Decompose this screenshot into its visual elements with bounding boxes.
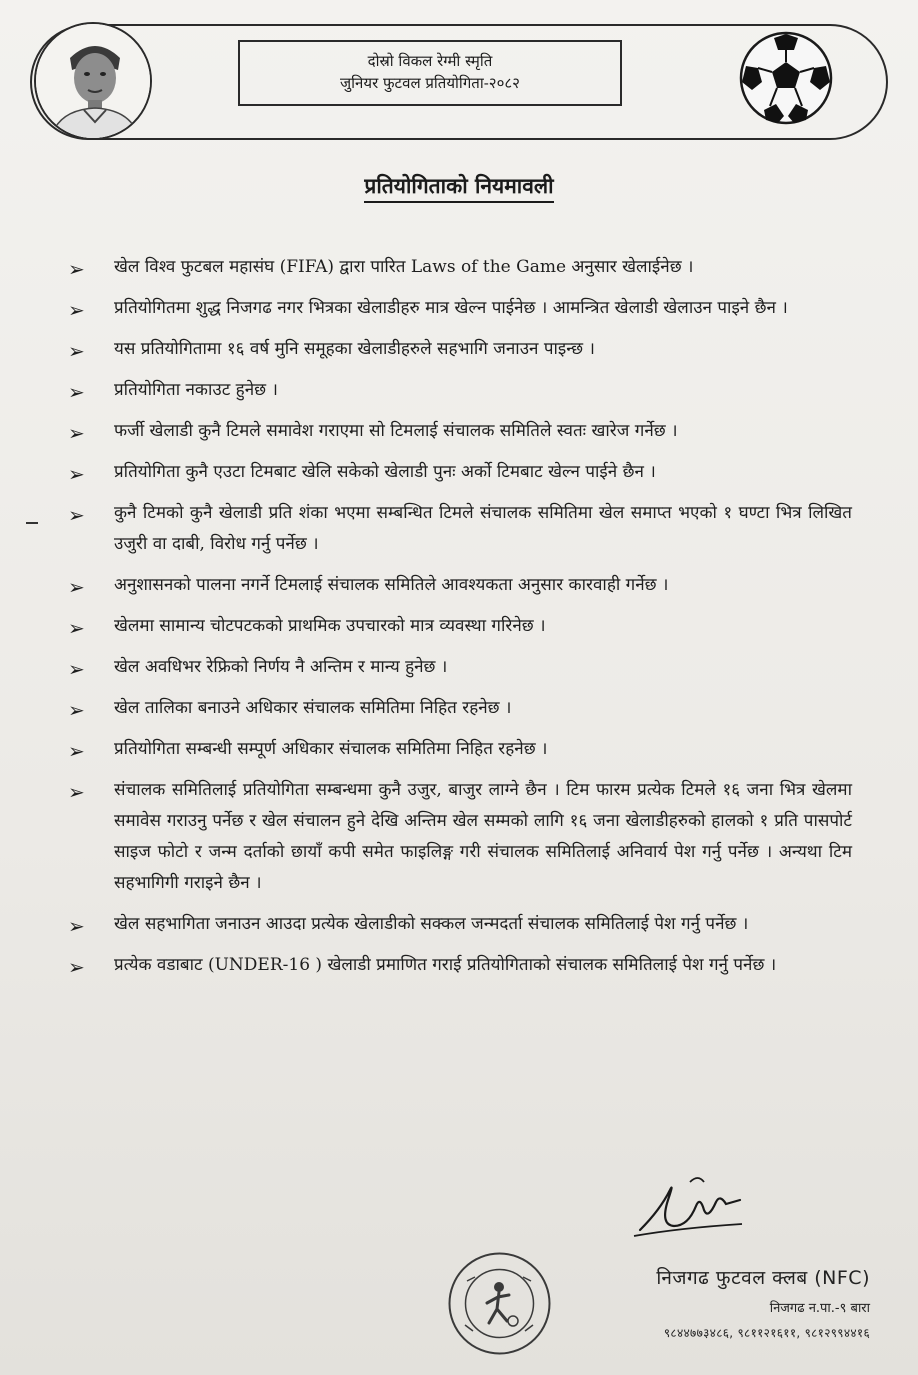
arrow-bullet-icon: ➢: [68, 698, 85, 722]
tournament-title-box: [238, 40, 622, 106]
arrow-bullet-icon: ➢: [68, 739, 85, 763]
arrow-bullet-icon: ➢: [68, 955, 85, 979]
rule-item: ➢ प्रतियोगिता सम्बन्धी सम्पूर्ण अधिकार संचालक समितिमा निहित रहनेछ ।: [62, 734, 852, 765]
rule-item: ➢ खेल तालिका बनाउने अधिकार संचालक समितिमा निहित रहनेछ ।: [62, 693, 852, 724]
player-portrait-icon: [34, 22, 152, 140]
rule-item: ➢ खेलमा सामान्य चोटपटकको प्राथमिक उपचारको मात्र व्यवस्था गरिनेछ ।: [62, 611, 852, 642]
rule-item: ➢ फर्जी खेलाडी कुनै टिमले समावेश गराएमा सो टिमलाई संचालक समितिले स्वतः खारेज गर्नेछ ।: [62, 416, 852, 447]
football-icon: [738, 30, 834, 126]
tournament-title-line2: जुनियर फुटवल प्रतियोगिता-२०८२: [340, 74, 520, 92]
page-title: प्रतियोगिताको नियमावली: [0, 172, 918, 200]
rules-list: [62, 252, 852, 991]
rule-item: ➢ प्रतियोगिता नकाउट हुनेछ ।: [62, 375, 852, 406]
margin-mark: [26, 522, 38, 524]
rule-item: ➢ प्रतियोगितमा शुद्ध निजगढ नगर भित्रका खेलाडीहरु मात्र खेल्न पाईनेछ । आमन्त्रित खेलाडी खेलाउन पाइने छैन ।: [62, 293, 852, 324]
arrow-bullet-icon: ➢: [68, 298, 85, 322]
club-info: [570, 1264, 870, 1341]
rule-item: ➢ संचालक समितिलाई प्रतियोगिता सम्बन्धमा कुनै उजुर, बाजुर लाग्ने छैन । टिम फारम प्रत्येक टिमले १६ जना भित्र खेलमा समावेस गराउनु पर्नेछ र खेल संचालन हुने देखि अन्तिम खेल सम्मको लागि १६ जना खेलाडीहरुको हालको १ प्रति पासपोर्ट साइज फोटो र जन्म दर्ताको छायाँ कपी समेत फाइलिङ्ग गरी संचालक समितिलाई अनिवार्य पेश गर्नु पर्नेछ । अन्यथा टिम सहभागिगी गराइने छैन ।: [62, 775, 852, 899]
club-seal-icon: [447, 1251, 552, 1356]
arrow-bullet-icon: ➢: [68, 462, 85, 486]
signature-icon: [630, 1170, 750, 1250]
rule-item: ➢ खेल अवधिभर रेफ्रिको निर्णय नै अन्तिम र मान्य हुनेछ ।: [62, 652, 852, 683]
arrow-bullet-icon: ➢: [68, 657, 85, 681]
rule-item: ➢ प्रतियोगिता कुनै एउटा टिमबाट खेलि सकेको खेलाडी पुनः अर्को टिमबाट खेल्न पाईने छैन ।: [62, 457, 852, 488]
arrow-bullet-icon: ➢: [68, 380, 85, 404]
rule-item: ➢ अनुशासनको पालना नगर्ने टिमलाई संचालक समितिले आवश्यकता अनुसार कारवाही गर्नेछ ।: [62, 570, 852, 601]
arrow-bullet-icon: ➢: [68, 616, 85, 640]
tournament-title-line1: दोस्रो विकल रेग्मी स्मृति: [367, 52, 493, 70]
arrow-bullet-icon: ➢: [68, 339, 85, 363]
club-name: निजगढ फुटवल क्लब (NFC): [656, 1267, 870, 1289]
arrow-bullet-icon: ➢: [68, 914, 85, 938]
rule-item: ➢ कुनै टिमको कुनै खेलाडी प्रति शंका भएमा सम्बन्धित टिमले संचालक समितिमा खेल समाप्त भएको १ घण्टा भित्र लिखित उजुरी वा दाबी, विरोध गर्नु पर्नेछ ।: [62, 498, 852, 560]
arrow-bullet-icon: ➢: [68, 575, 85, 599]
club-phones: ९८४४७७३४८६, ९८११२१६११, ९८१२९९४४१६: [663, 1326, 870, 1340]
arrow-bullet-icon: ➢: [68, 257, 85, 281]
rule-item: ➢ यस प्रतियोगितामा १६ वर्ष मुनि समूहका खेलाडीहरुले सहभागि जनाउन पाइन्छ ।: [62, 334, 852, 365]
rule-item: ➢ खेल विश्व फुटबल महासंघ (FIFA) द्वारा पारित Laws of the Game अनुसार खेलाईनेछ ।: [62, 252, 852, 283]
rule-item: ➢ खेल सहभागिता जनाउन आउदा प्रत्येक खेलाडीको सक्कल जन्मदर्ता संचालक समितिलाई पेश गर्नु पर्नेछ ।: [62, 909, 852, 940]
arrow-bullet-icon: ➢: [68, 421, 85, 445]
club-address: निजगढ न.पा.-९ बारा: [769, 1301, 870, 1316]
arrow-bullet-icon: ➢: [68, 780, 85, 804]
rule-item: ➢ प्रत्येक वडाबाट (UNDER-16 ) खेलाडी प्रमाणित गराई प्रतियोगिताको संचालक समितिलाई पेश गर्नु पर्नेछ ।: [62, 950, 852, 981]
arrow-bullet-icon: ➢: [68, 503, 85, 527]
